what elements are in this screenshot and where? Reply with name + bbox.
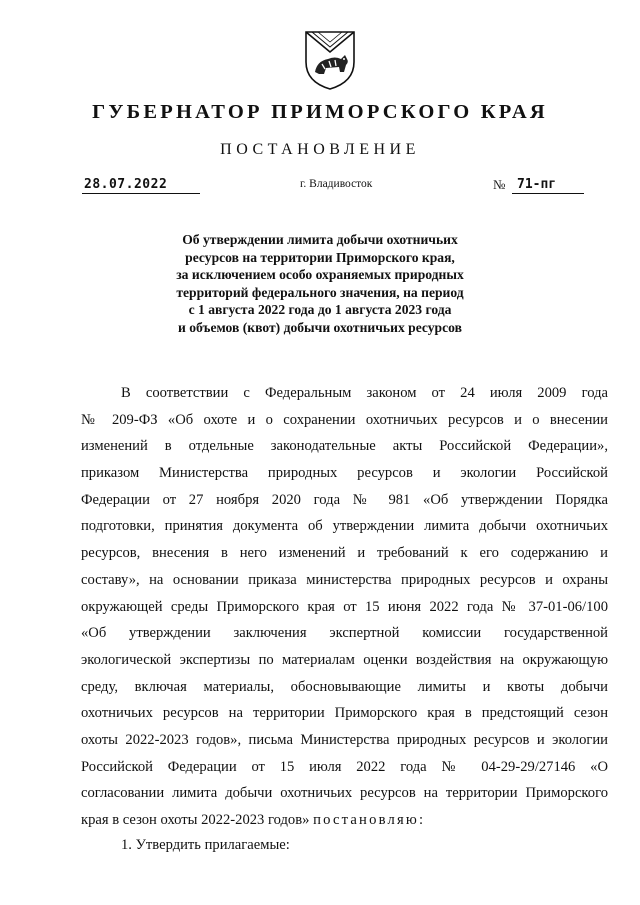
body-line: составу», на основании приказа министерства природных ресурсов и охраны <box>81 571 608 588</box>
body-line: В соответствии с Федеральным законом от 24 июля 2009 года <box>121 385 608 401</box>
title-line: территорий федерального значения, на период <box>176 284 464 300</box>
number-underline <box>512 193 584 194</box>
body-line: среду, включая материалы, обосновывающие лимиты и квоты добычи <box>81 678 608 695</box>
body-line: Российской Федерации от 15 июля 2022 года № 04-29-29/27146 «О <box>81 758 608 775</box>
document-number: 71-пг <box>517 177 557 192</box>
body-line: охотничьих ресурсов на территории Приморского края в предстоящий сезон <box>81 705 608 722</box>
body-line: охоты 2022-2023 годов», письма Министерства природных ресурсов и экологии <box>81 731 608 748</box>
document-type: ПОСТАНОВЛЕНИЕ <box>220 141 420 158</box>
body-line-last <box>81 807 608 834</box>
body-line: экологической экспертизы по материалам оценки воздействия на окружающую <box>81 651 608 668</box>
number-sign: № <box>493 177 506 192</box>
document-date: 28.07.2022 <box>84 177 168 192</box>
body-line: «Об утверждении заключения экспертной комиссии государственной <box>81 625 608 642</box>
resolution-word: постановляю: <box>313 812 426 828</box>
body-line: № 209-ФЗ «Об охоте и о сохранении охотничьих ресурсов и о внесении <box>81 411 608 428</box>
title-line: ресурсов на территории Приморского края, <box>185 249 455 265</box>
document-city: г. Владивосток <box>300 178 373 190</box>
title-line: за исключением особо охраняемых природных <box>176 267 464 282</box>
title-line: с 1 августа 2022 года до 1 августа 2023 года <box>188 302 452 317</box>
body-paragraph <box>81 380 608 834</box>
body-line: согласовании лимита добычи охотничьих ресурсов на территории Приморского <box>81 785 608 802</box>
title-line: Об утверждении лимита добычи охотничьих <box>182 232 458 247</box>
title-line: и объемов (квот) добычи охотничьих ресурсов <box>178 319 462 335</box>
date-underline <box>82 193 200 194</box>
body-line: подготовки, принятия документа об утверждении лимита добычи охотничьих <box>81 518 608 535</box>
body-last-text: края в сезон охоты 2022-2023 годов» <box>81 812 310 828</box>
coat-of-arms-icon <box>302 28 358 92</box>
body-line: ресурсов, внесения в него изменений и требований к его содержанию и <box>81 545 608 562</box>
clause-1: 1. Утвердить прилагаемые: <box>121 837 290 853</box>
document-title <box>120 231 520 336</box>
body-line: приказом Министерства природных ресурсов и экологии Российской <box>81 465 608 482</box>
body-line: Федерации от 27 ноября 2020 года № 981 «Об утверждении Порядка <box>81 491 608 508</box>
body-line: окружающей среды Приморского края от 15 июня 2022 года № 37-01-06/100 <box>81 598 608 615</box>
body-line: изменений в отдельные законодательные акты Российской Федерации», <box>81 438 608 455</box>
authority-title: ГУБЕРНАТОР ПРИМОРСКОГО КРАЯ <box>92 101 548 123</box>
